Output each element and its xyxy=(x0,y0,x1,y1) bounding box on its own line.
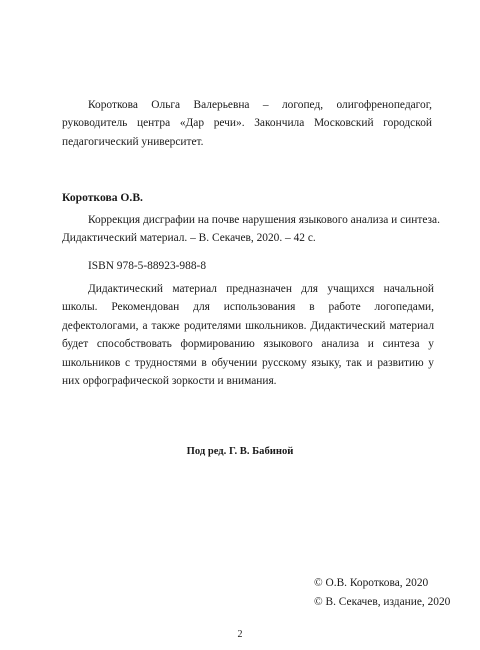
annotation: Дидактический материал предназначен для учащихся начальной школы. Рекомендован для использования в работе логопедами, дефектологами, а также родителями школьников. Дидактический материал будет способствовать формированию языкового анализа и синтеза у школьников с трудностями в обучении русскому языку, так и развитию у них орфографической зоркости и внимания. xyxy=(62,283,434,388)
page-number: 2 xyxy=(237,629,243,640)
author-heading: Короткова О.В. xyxy=(62,191,143,204)
copyright-author: © О.В. Короткова, 2020 xyxy=(314,577,429,589)
isbn: ISBN 978-5-88923-988-8 xyxy=(88,260,207,272)
author-bio: Короткова Ольга Валерьевна – логопед, олигофренопедагог, руководитель центра «Дар речи». Закончила Московский городской педагогический университет. xyxy=(62,99,432,148)
copyright-publisher: © В. Секачев, издание, 2020 xyxy=(314,596,451,608)
bibliographic-description: Коррекция дисграфии на почве нарушения языкового анализа и синтеза. Дидактический материал. – В. Секачев, 2020. – 42 с. xyxy=(62,214,440,245)
editor-credit: Под ред. Г. В. Бабиной xyxy=(186,446,294,457)
